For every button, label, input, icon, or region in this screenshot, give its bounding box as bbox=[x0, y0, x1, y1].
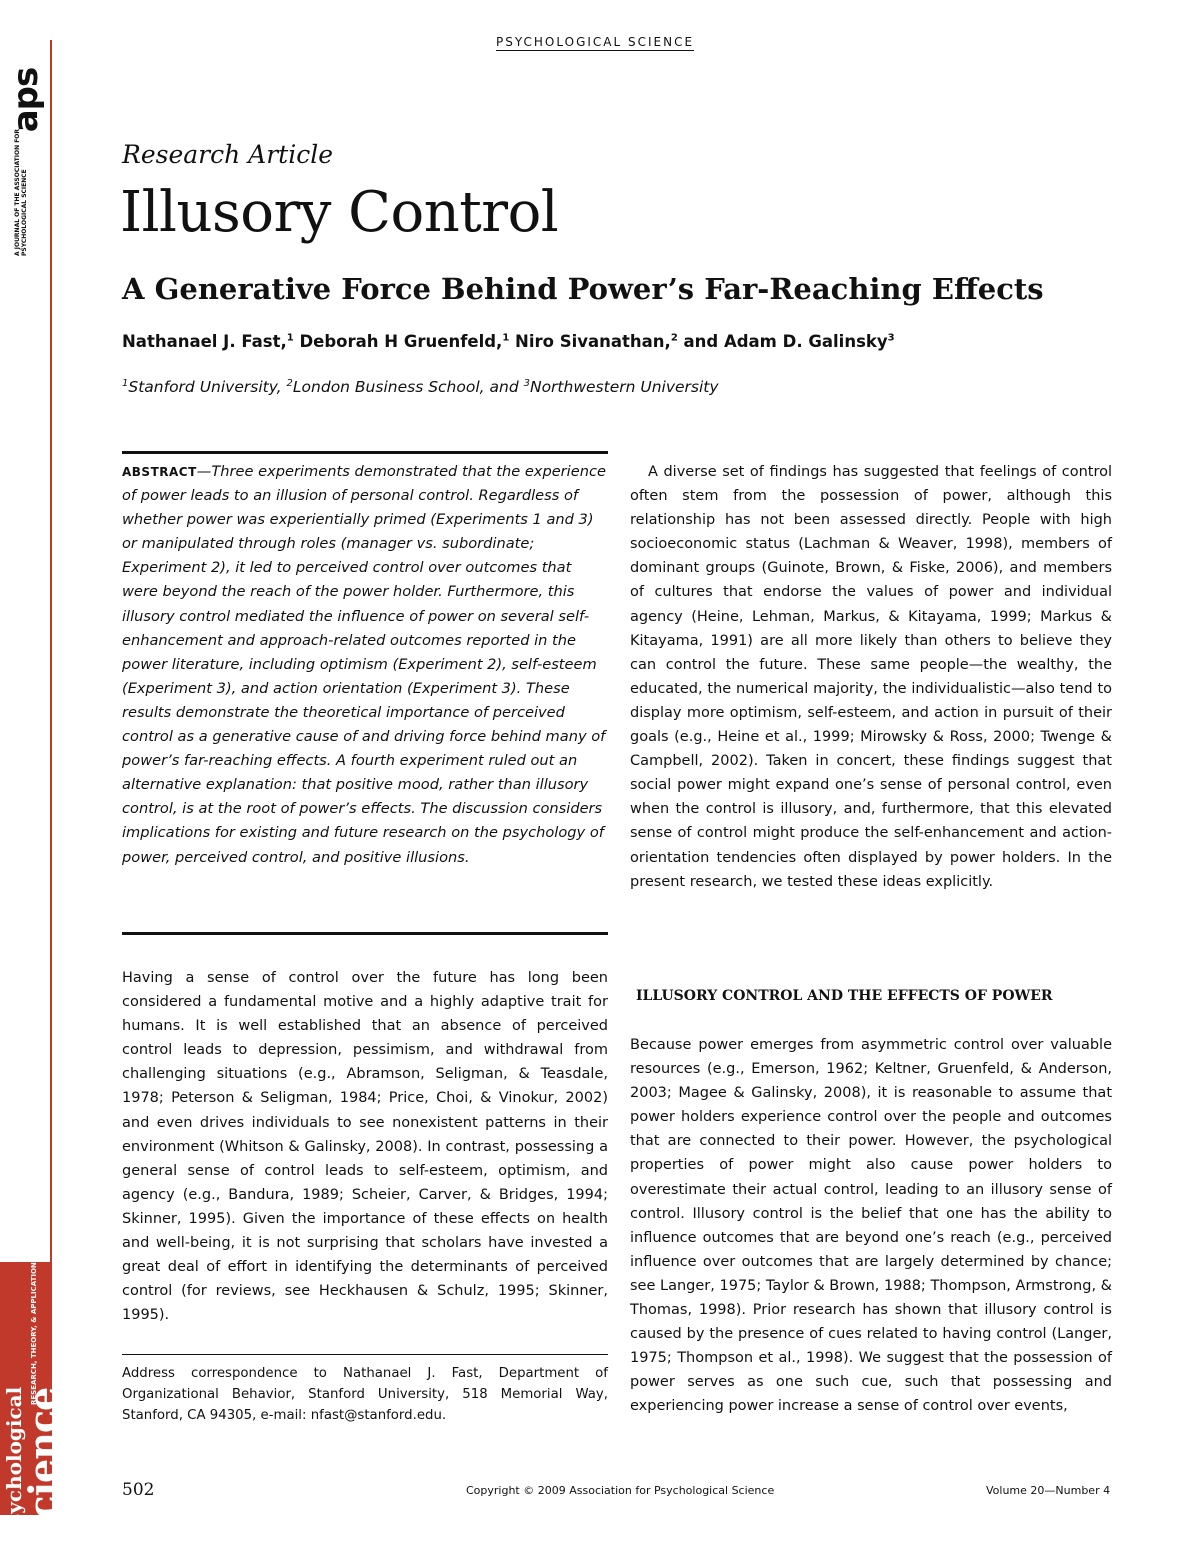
right-column-paragraph: Because power emerges from asymmetric control over valuable resources (e.g., Emerson, 1962; Keltner, Gruenfeld, & Anderson, 2003; Magee & Galinsky, 2008), it is reasonable to assume that power holders experience control over the people and outcomes that are connected to their power. However, the psychological properties of power might also cause power holders to overestimate their actual control, leading to an illusory sense of control. Illusory control is the belief that one has the ability to influence outcomes that are beyond one’s reach (e.g., perceived influence over outcomes that are largely determined by chance; see Langer, 1975; Taylor & Brown, 1988; Thompson, Armstrong, & Thomas, 1998). Prior research has shown that illusory control is caused by the presence of cues related to having control (Langer, 1975; Thompson et al., 1998). We suggest that the possession of power serves as one such cue, such that possessing and experiencing power increase a sense of control over events, bbox=[630, 1037, 1112, 1415]
page-number: 502 bbox=[122, 1480, 155, 1500]
article-title: Illusory Control bbox=[120, 180, 559, 245]
article-subtitle: A Generative Force Behind Power’s Far-Reaching Effects bbox=[122, 272, 1044, 306]
brand-science: Science bbox=[20, 1387, 65, 1545]
correspondence-address: Address correspondence to Nathanael J. Fast, Department of Organizational Behavior, Stanford University, 518 Memorial Way, Stanford, CA 94305, e-mail: nfast@stanford.edu. bbox=[122, 1366, 608, 1423]
aps-logo-subtitle: A JOURNAL OF THE ASSOCIATION FOR PSYCHOLOGICAL SCIENCE bbox=[14, 128, 28, 256]
abstract-top-rule bbox=[122, 451, 608, 454]
journal-tagline: RESEARCH, THEORY, & APPLICATION IN PSYCHOLOGY AND RELATED SCIENCES bbox=[30, 1098, 38, 1405]
footnote-rule bbox=[122, 1354, 608, 1355]
abstract-text: —Three experiments demonstrated that the experience of power leads to an illusion of personal control. Regardless of whether power was experientially primed (Experiments 1 and 3) or manipulated through roles (manager vs. subordinate; Experiment 2), it led to perceived control over outcomes that were beyond the reach of the power holder. Furthermore, this illusory control mediated the influence of power on several self-enhancement and approach-related outcomes reported in the power literature, including optimism (Experiment 2), self-esteem (Experiment 3), and action orientation (Experiment 3). These results demonstrate the theoretical importance of perceived control as a generative cause of and driving force behind many of power’s far-reaching effects. A fourth experiment ruled out an alternative explanation: that positive mood, rather than illusory control, is at the root of power’s effects. The discussion considers implications for existing and future research on the psychology of power, perceived control, and positive illusions. bbox=[122, 463, 606, 866]
aps-logo: aps bbox=[6, 67, 46, 133]
affil-mark: 1 bbox=[122, 378, 129, 389]
affiliations bbox=[122, 378, 719, 396]
affil-mark: 3 bbox=[523, 378, 530, 389]
abstract bbox=[122, 460, 608, 870]
abstract-bottom-rule bbox=[122, 932, 608, 935]
right-column-paragraph: A diverse set of findings has suggested that feelings of control often stem from the possession of power, although this relationship has not been assessed directly. People with high socioeconomic status (Lachman & Weaver, 1998), members of dominant groups (Guinote, Brown, & Fiske, 2006), and members of cultures that endorse the values of power and individual agency (Heine, Lehman, Markus, & Kitayama, 1999; Markus & Kitayama, 1991) are all more likely than others to believe they can control the future. These same people—the wealthy, the educated, the numerical majority, the individualistic—also tend to display more optimism, self-esteem, and action in pursuit of their goals (e.g., Heine et al., 1999; Mirowsky & Ross, 2000; Twenge & Campbell, 2002). Taken in concert, these findings suggest that social power might expand one’s sense of personal control, even when the control is illusory, and, furthermore, that this elevated sense of control might produce the self-enhancement and action-orientation tendencies often displayed by power holders. In the present research, we tested these ideas explicitly. bbox=[630, 464, 1112, 890]
intro-paragraph: Having a sense of control over the future has long been considered a fundamental motive and a highly adaptive trait for humans. It is well established that an absence of perceived control leads to depression, pessimism, and withdrawal from challenging situations (e.g., Abramson, Seligman, & Teasdale, 1978; Peterson & Seligman, 1984; Price, Choi, & Vinokur, 2002) and even drives individuals to see nonexistent patterns in their environment (Whitson & Galinsky, 2008). In contrast, possessing a general sense of control leads to self-esteem, optimism, and agency (e.g., Bandura, 1989; Scheier, Carver, & Bridges, 1994; Skinner, 1995). Given the importance of these effects on health and well-being, it is not surprising that scholars have invested a great deal of effort in identifying the determinants of perceived control (for reviews, see Heckhausen & Schulz, 1995; Skinner, 1995). bbox=[122, 970, 608, 1324]
affil-mark: 2 bbox=[286, 378, 293, 389]
author-name: Deborah H Gruenfeld, bbox=[299, 332, 503, 351]
author-list bbox=[122, 332, 895, 351]
affiliation: London Business School, and bbox=[292, 378, 524, 397]
author-name: and Adam D. Galinsky bbox=[683, 332, 888, 351]
author-name: Nathanael J. Fast, bbox=[122, 332, 287, 351]
author-affil-mark: 3 bbox=[887, 332, 895, 344]
journal-header: PSYCHOLOGICAL SCIENCE bbox=[496, 35, 695, 49]
copyright-notice: Copyright © 2009 Association for Psychological Science bbox=[466, 1484, 775, 1497]
journal-spine bbox=[0, 40, 65, 1545]
volume-issue: Volume 20—Number 4 bbox=[986, 1484, 1111, 1497]
author-affil-mark: 2 bbox=[670, 332, 678, 344]
affiliation: Northwestern University bbox=[529, 378, 719, 397]
affiliation: Stanford University, bbox=[128, 378, 287, 397]
author-name: Niro Sivanathan, bbox=[515, 332, 671, 351]
brand-psychological: Psychological bbox=[2, 1386, 26, 1540]
section-heading: ILLUSORY CONTROL AND THE EFFECTS OF POWER bbox=[636, 988, 1053, 1004]
author-affil-mark: 1 bbox=[502, 332, 510, 344]
author-affil-mark: 1 bbox=[286, 332, 294, 344]
article-type: Research Article bbox=[122, 140, 333, 169]
abstract-label: ABSTRACT bbox=[122, 465, 197, 479]
